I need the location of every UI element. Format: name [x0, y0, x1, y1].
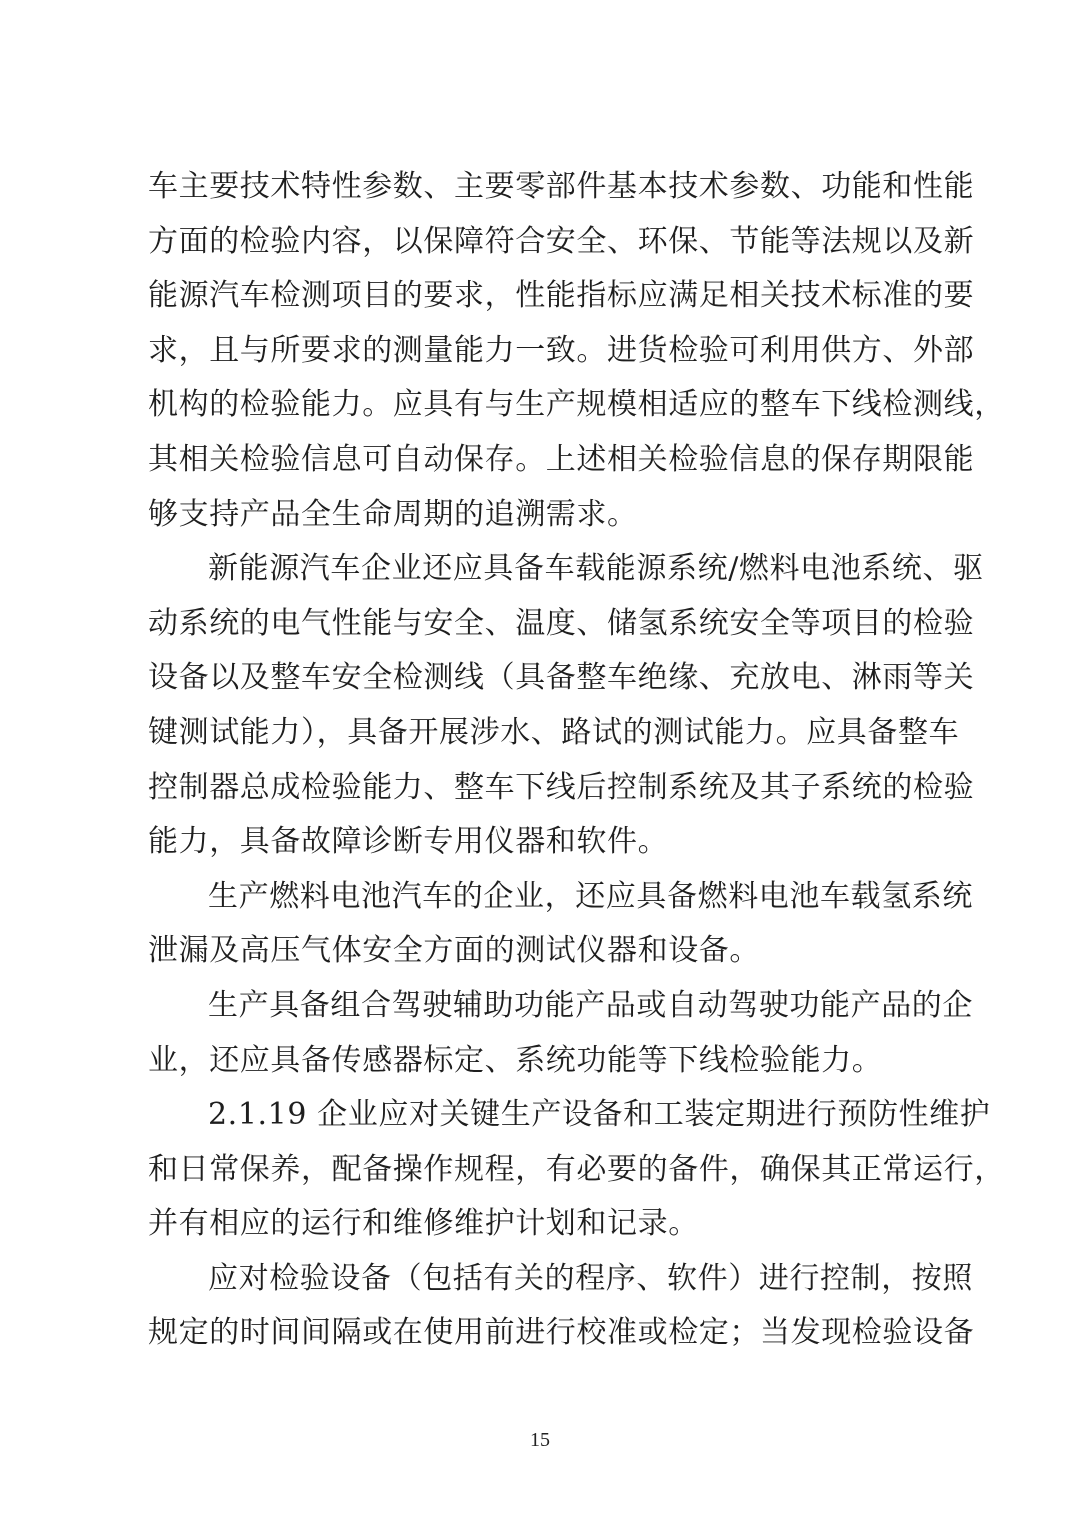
text-line: 机构的检验能力。应具有与生产规模相适应的整车下线检测线， — [148, 387, 1005, 423]
text-line: 车主要技术特性参数、主要零部件基本技术参数、功能和性能 — [148, 169, 975, 204]
text-line: 动系统的电气性能与安全、温度、储氢系统安全等项目的检验 — [148, 605, 975, 641]
text-line: 生产具备组合驾驶辅助功能产品或自动驾驶功能产品的企 — [208, 987, 973, 1023]
text-line: 控制器总成检验能力、整车下线后控制系统及其子系统的检验 — [148, 769, 975, 805]
text-line: 泄漏及高压气体安全方面的测试仪器和设备。 — [148, 933, 760, 969]
text-line: 应对检验设备（包括有关的程序、软件）进行控制，按照 — [208, 1260, 973, 1296]
text-line: 求，且与所要求的测量能力一致。进货检验可利用供方、外部 — [148, 332, 975, 368]
text-line: 生产燃料电池汽车的企业，还应具备燃料电池车载氢系统 — [208, 878, 973, 914]
text-line: 设备以及整车安全检测线（具备整车绝缘、充放电、淋雨等关 — [148, 660, 975, 696]
text-line: 键测试能力），具备开展涉水、路试的测试能力。应具备整车 — [148, 714, 960, 750]
page-number: 15 — [530, 1429, 550, 1451]
text-line: 并有相应的运行和维修维护计划和记录。 — [148, 1206, 699, 1242]
text-line: 够支持产品全生命周期的追溯需求。 — [148, 496, 638, 532]
section-heading-line: 2.1.19 企业应对关键生产设备和工装定期进行预防性维护 — [208, 1097, 991, 1133]
text-line: 其相关检验信息可自动保存。上述相关检验信息的保存期限能 — [148, 441, 975, 477]
text-line: 和日常保养，配备操作规程，有必要的备件，确保其正常运行， — [148, 1151, 1005, 1187]
text-line: 规定的时间间隔或在使用前进行校准或检定；当发现检验设备 — [148, 1315, 975, 1351]
text-line: 能源汽车检测项目的要求，性能指标应满足相关技术标准的要 — [148, 278, 975, 314]
text-line: 业，还应具备传感器标定、系统功能等下线检验能力。 — [148, 1042, 883, 1078]
text-line: 方面的检验内容，以保障符合安全、环保、节能等法规以及新 — [148, 223, 975, 259]
text-line: 新能源汽车企业还应具备车载能源系统/燃料电池系统、驱 — [208, 551, 984, 587]
body-text — [148, 160, 1005, 1361]
text-line: 能力，具备故障诊断专用仪器和软件。 — [148, 824, 669, 860]
